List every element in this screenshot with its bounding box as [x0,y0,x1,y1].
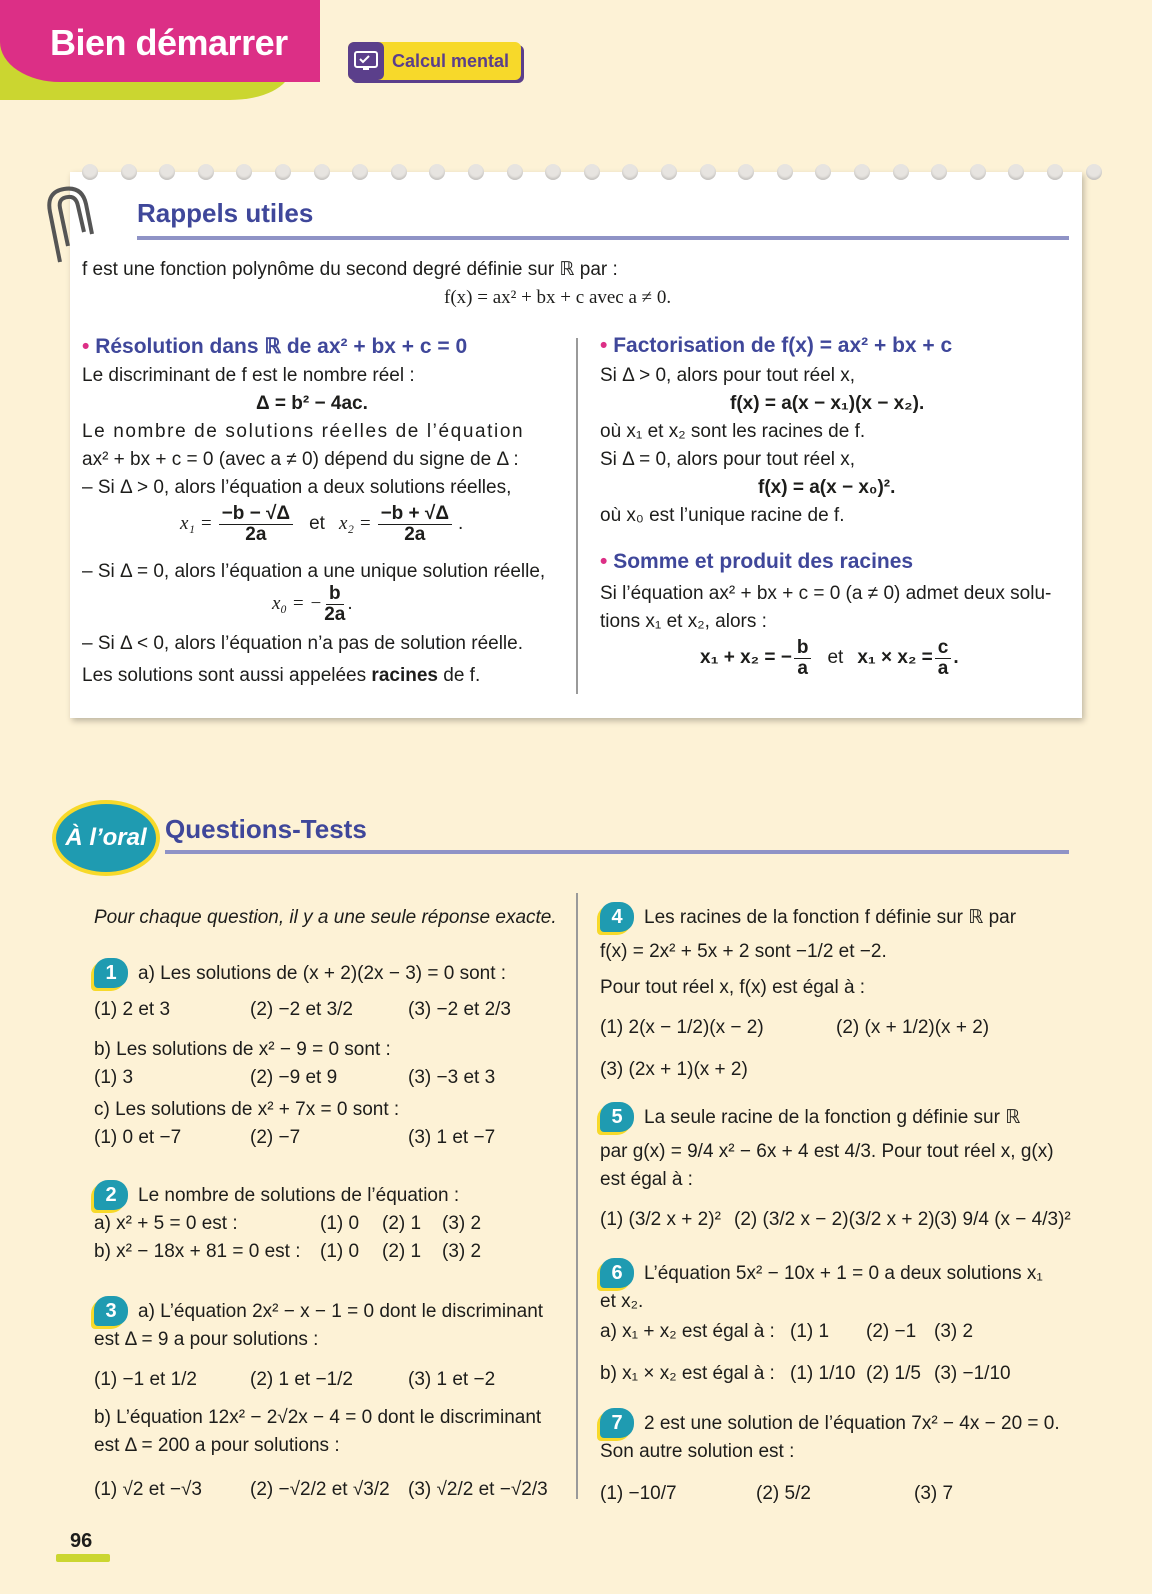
notebook-ring [584,164,600,180]
calcul-mental-label: Calcul mental [392,50,510,71]
case-positive: – Si Δ > 0, alors l’équation a deux solutions réelles, [82,477,512,498]
answer-2a-2[interactable]: (2) 1 [382,1213,422,1234]
questions-tests-title: Questions-Tests [165,814,367,844]
answer-3b-2[interactable]: (2) −√2/2 et √3/2 [250,1479,390,1500]
answer-5-3[interactable]: (3) 9/4 (x − 4/3)² [934,1209,1071,1230]
roots-formulas: x₁ = $\frac{-b - √\Delta}{2a}$ et x₂ = $\frac{-b + √\Delta}{2a}$ . [180,503,464,545]
notebook-ring [893,164,909,180]
section-title: Bien démarrer [50,22,288,63]
answer-1c-2[interactable]: (2) −7 [250,1127,301,1148]
question-number: 7 [600,1408,634,1438]
column-separator-2 [576,893,578,1499]
rappels-intro: f est une fonction polynôme du second degré définie sur ℝ par : [82,259,618,280]
answer-1b-1[interactable]: (1) 3 [94,1067,134,1088]
notebook-ring [468,164,484,180]
answer-3b-1[interactable]: (1) √2 et −√3 [94,1479,202,1500]
answer-4-1[interactable]: (1) 2(x − 1/2)(x − 2) [600,1017,764,1038]
answer-7-3[interactable]: (3) 7 [914,1483,954,1504]
solutions-text: Le nombre de solutions réelles de l’équation [82,421,525,442]
oral-intro: Pour chaque question, il y a une seule réponse exacte. [94,907,557,928]
left-heading: • Résolution dans ℝ de ax² + bx + c = 0 [82,335,468,358]
somme-line-2: tions x₁ et x₂, alors : [600,611,767,632]
answer-5-2[interactable]: (2) (3/2 x − 2)(3/2 x + 2) [734,1209,935,1230]
question-3b-line2: est Δ = 200 a pour solutions : [94,1435,340,1456]
answer-4-2[interactable]: (2) (x + 1/2)(x + 2) [836,1017,990,1038]
question-6a: a) x₁ + x₂ est égal à : [600,1321,775,1342]
answer-3a-2[interactable]: (2) 1 et −1/2 [250,1369,353,1390]
answer-1b-2[interactable]: (2) −9 et 9 [250,1067,338,1088]
notebook-ring [1086,164,1102,180]
delta-formula: Δ = b² − 4ac. [256,393,368,414]
question-5: 5 La seule racine de la fonction g définie sur ℝ [600,1102,1020,1132]
answer-6a-2[interactable]: (2) −1 [866,1321,917,1342]
notebook-ring [121,164,137,180]
answer-4-3[interactable]: (3) (2x + 1)(x + 2) [600,1059,748,1080]
right-heading-2: • Somme et produit des racines [600,550,914,573]
answer-1a-1[interactable]: (1) 2 et 3 [94,999,171,1020]
question-1c: c) Les solutions de x² + 7x = 0 sont : [94,1099,400,1120]
right-heading-1: • Factorisation de f(x) = ax² + bx + c [600,334,953,357]
question-2a: a) x² + 5 = 0 est : [94,1213,238,1234]
answer-3a-1[interactable]: (1) −1 et 1/2 [94,1369,197,1390]
notebook-ring [391,164,407,180]
answer-6b-3[interactable]: (3) −1/10 [934,1363,1011,1384]
question-5-line3: est égal à : [600,1169,693,1190]
answer-6a-1[interactable]: (1) 1 [790,1321,830,1342]
answer-1a-3[interactable]: (3) −2 et 2/3 [408,999,511,1020]
answer-2b-3[interactable]: (3) 2 [442,1241,482,1262]
somme-line-1: Si l’équation ax² + bx + c = 0 (a ≠ 0) admet deux solu- [600,583,1052,604]
somme-produit-formula: x₁ + x₂ = − $\frac{b}{a}$ et x₁ × x₂ = $\frac{c}{a}$ . [700,637,959,679]
question-3b: b) L’équation 12x² − 2√2x − 4 = 0 dont le discriminant [94,1407,542,1428]
answer-1b-3[interactable]: (3) −3 et 3 [408,1067,496,1088]
question-number: 4 [600,902,634,932]
case-negative: – Si Δ < 0, alors l’équation n’a pas de solution réelle. [82,633,523,654]
answer-6b-1[interactable]: (1) 1/10 [790,1363,856,1384]
oral-bubble: À l’oral [52,800,160,876]
answer-6b-2[interactable]: (2) 1/5 [866,1363,921,1384]
question-2: 2 Le nombre de solutions de l’équation : [94,1180,459,1210]
notebook-ring [777,164,793,180]
answer-7-2[interactable]: (2) 5/2 [756,1483,811,1504]
fact-formula-1: f(x) = a(x − x₁)(x − x₂). [730,393,925,414]
question-4-line2: f(x) = 2x² + 5x + 2 sont −1/2 et −2. [600,941,887,962]
question-number: 6 [600,1258,634,1288]
question-1b: b) Les solutions de x² − 9 = 0 sont : [94,1039,391,1060]
page-number: 96 [70,1530,93,1552]
discriminant-text: Le discriminant de f est le nombre réel : [82,365,415,386]
question-6-line2: et x₂. [600,1291,644,1312]
answer-5-1[interactable]: (1) (3/2 x + 2)² [600,1209,721,1230]
question-6b: b) x₁ × x₂ est égal à : [600,1363,775,1384]
title-rule [137,236,1069,240]
question-2b: b) x² − 18x + 81 = 0 est : [94,1241,301,1262]
rappels-title: Rappels utiles [137,198,314,228]
question-5-line2: par g(x) = 9/4 x² − 6x + 4 est 4/3. Pour tout réel x, g(x) [600,1141,1054,1162]
notebook-ring [82,164,98,180]
case-zero: – Si Δ = 0, alors l’équation a une unique solution réelle, [82,561,546,582]
rappels-formula: f(x) = ax² + bx + c avec a ≠ 0. [444,287,672,308]
question-number: 3 [94,1296,128,1326]
question-4: 4 Les racines de la fonction f définie sur ℝ par [600,902,1016,932]
question-3a: 3 a) L’équation 2x² − x − 1 = 0 dont le discriminant [94,1296,543,1326]
solutions-text-2: ax² + bx + c = 0 (avec a ≠ 0) dépend du signe de Δ : [82,449,519,470]
notebook-ring [314,164,330,180]
question-6: 6 L’équation 5x² − 10x + 1 = 0 a deux solutions x₁ [600,1258,1043,1288]
answer-2b-1[interactable]: (1) 0 [320,1241,360,1262]
screen-icon [348,42,384,80]
paperclip-icon [46,186,98,266]
question-3a-line2: est Δ = 9 a pour solutions : [94,1329,319,1350]
notebook-ring [700,164,716,180]
question-7-line2: Son autre solution est : [600,1441,795,1462]
notebook-ring [854,164,870,180]
notebook-ring [507,164,523,180]
fact-line-3: où x₁ et x₂ sont les racines de f. [600,421,866,442]
answer-2a-1[interactable]: (1) 0 [320,1213,360,1234]
answer-1c-1[interactable]: (1) 0 et −7 [94,1127,182,1148]
question-number: 2 [94,1180,128,1210]
question-1a: 1 a) Les solutions de (x + 2)(2x − 3) = 0 sont : [94,958,506,988]
x0-formula: x₀ = − $\frac{b}{2a}$ . [272,583,353,625]
notebook-ring [970,164,986,180]
question-7: 7 2 est une solution de l’équation 7x² − 4x − 20 = 0. [600,1408,1060,1438]
question-number: 1 [94,958,128,988]
fact-line-6: où x₀ est l’unique racine de f. [600,505,845,526]
column-separator [576,338,578,694]
answer-2b-2[interactable]: (2) 1 [382,1241,422,1262]
notebook-ring [198,164,214,180]
answer-1a-2[interactable]: (2) −2 et 3/2 [250,999,353,1020]
fact-line-1: Si Δ > 0, alors pour tout réel x, [600,365,856,386]
question-number: 5 [600,1102,634,1132]
notebook-ring [661,164,677,180]
calcul-mental-badge[interactable] [348,40,521,82]
notebook-ring [1047,164,1063,180]
racines-note: Les solutions sont aussi appelées racines de f. [82,665,481,686]
notebook-ring [275,164,291,180]
fact-formula-2: f(x) = a(x − x₀)². [758,477,896,498]
question-4-line3: Pour tout réel x, f(x) est égal à : [600,977,866,998]
answer-3b-3[interactable]: (3) √2/2 et −√2/3 [408,1479,548,1500]
answer-3a-3[interactable]: (3) 1 et −2 [408,1369,496,1390]
answer-2a-3[interactable]: (3) 2 [442,1213,482,1234]
page-number-underline [56,1554,110,1562]
answer-6a-3[interactable]: (3) 2 [934,1321,974,1342]
title-rule-2 [165,850,1069,854]
answer-1c-3[interactable]: (3) 1 et −7 [408,1127,496,1148]
answer-7-1[interactable]: (1) −10/7 [600,1483,677,1504]
fact-line-4: Si Δ = 0, alors pour tout réel x, [600,449,856,470]
